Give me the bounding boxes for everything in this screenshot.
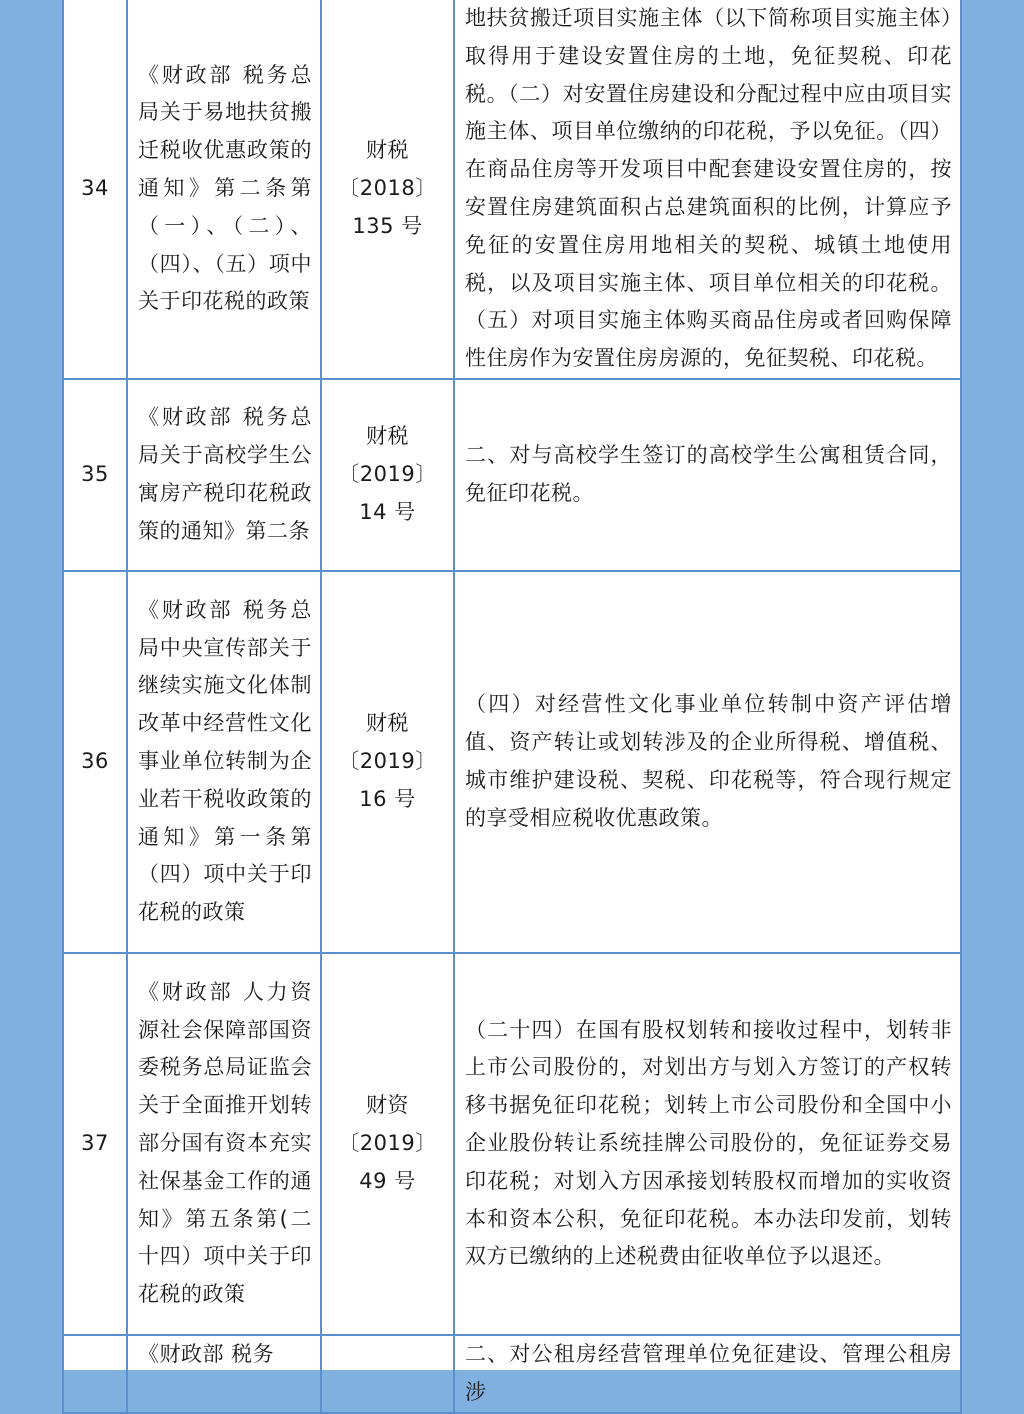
doc-prefix: 财税: [366, 711, 409, 736]
policy-content: 二、对与高校学生签订的高校学生公寓租赁合同，免征印花税。: [454, 379, 961, 571]
document-number-cell: [321, 953, 454, 1335]
doc-num: 135 号: [352, 213, 423, 238]
document-number-cell: [321, 571, 454, 953]
document-number-cell: [321, 0, 454, 379]
doc-year: 〔2019〕: [338, 749, 437, 774]
policy-title: 《财政部 人力资源社会保障部国资委税务总局证监会关于全面推开划转部分国有资本充实社保基金工作的通知》第五条第(二十四）项中关于印花税的政策: [127, 953, 321, 1335]
doc-num: 49 号: [359, 1168, 416, 1193]
table-row: [63, 0, 961, 379]
table-row: [63, 1335, 961, 1413]
row-number: 35: [63, 379, 127, 571]
table-row: [63, 953, 961, 1335]
policy-title: 《财政部 税务总局关于易地扶贫搬迁税收优惠政策的通知》第二条第（一）、（二）、（四）、（五）项中关于印花税的政策: [127, 0, 321, 379]
document-sheet: [62, 0, 962, 1404]
doc-num: 16 号: [359, 786, 416, 811]
policy-title: 《财政部 税务总局关于高校学生公寓房产税印花税政策的通知》第二条: [127, 379, 321, 571]
doc-year: 〔2019〕: [338, 1131, 437, 1156]
row-number: 36: [63, 571, 127, 953]
row-number: [63, 1335, 127, 1413]
document-number-cell: [321, 379, 454, 571]
doc-year: 〔2018〕: [338, 176, 437, 201]
doc-prefix: 财税: [366, 138, 409, 163]
policy-content: 地扶贫搬迁项目实施主体（以下简称项目实施主体）取得用于建设安置住房的土地，免征契税、印花税。（二）对安置住房建设和分配过程中应由项目实施主体、项目单位缴纳的印花税，予以免征。（四）在商品住房等开发项目中配套建设安置住房的，按安置住房建筑面积占总建筑面积的比例，计算应予免征的安置住房用地相关的契税、城镇土地使用税，以及项目实施主体、项目单位相关的印花税。（五）对项目实施主体购买商品住房或者回购保障性住房作为安置住房房源的，免征契税、印花税。: [454, 0, 961, 379]
doc-year: 〔2019〕: [338, 462, 437, 487]
table-row: [63, 571, 961, 953]
policy-content: （四）对经营性文化事业单位转制中资产评估增值、资产转让或划转涉及的企业所得税、增值税、城市维护建设税、契税、印花税等，符合现行规定的享受相应税收优惠政策。: [454, 571, 961, 953]
policy-content: （二十四）在国有股权划转和接收过程中，划转非上市公司股份的，对划出方与划入方签订的产权转移书据免征印花税；划转上市公司股份和全国中小企业股份转让系统挂牌公司股份的，免征证券交易印花税；对划入方因承接划转股权而增加的实收资本和资本公积，免征印花税。本办法印发前，划转双方已缴纳的上述税费由征收单位予以退还。: [454, 953, 961, 1335]
row-number: 37: [63, 953, 127, 1335]
doc-num: 14 号: [359, 499, 416, 524]
doc-prefix: 财税: [366, 424, 409, 449]
policy-title: 《财政部 税务: [127, 1335, 321, 1413]
table-row: [63, 379, 961, 571]
policy-content: 二、对公租房经营管理单位免征建设、管理公租房涉: [454, 1335, 961, 1413]
document-number-cell: [321, 1335, 454, 1413]
row-number: 34: [63, 0, 127, 379]
policy-table: [62, 0, 962, 1414]
doc-prefix: 财资: [366, 1093, 409, 1118]
policy-title: 《财政部 税务总局中央宣传部关于继续实施文化体制改革中经营性文化事业单位转制为企业若干税收政策的通知》第一条第（四）项中关于印花税的政策: [127, 571, 321, 953]
